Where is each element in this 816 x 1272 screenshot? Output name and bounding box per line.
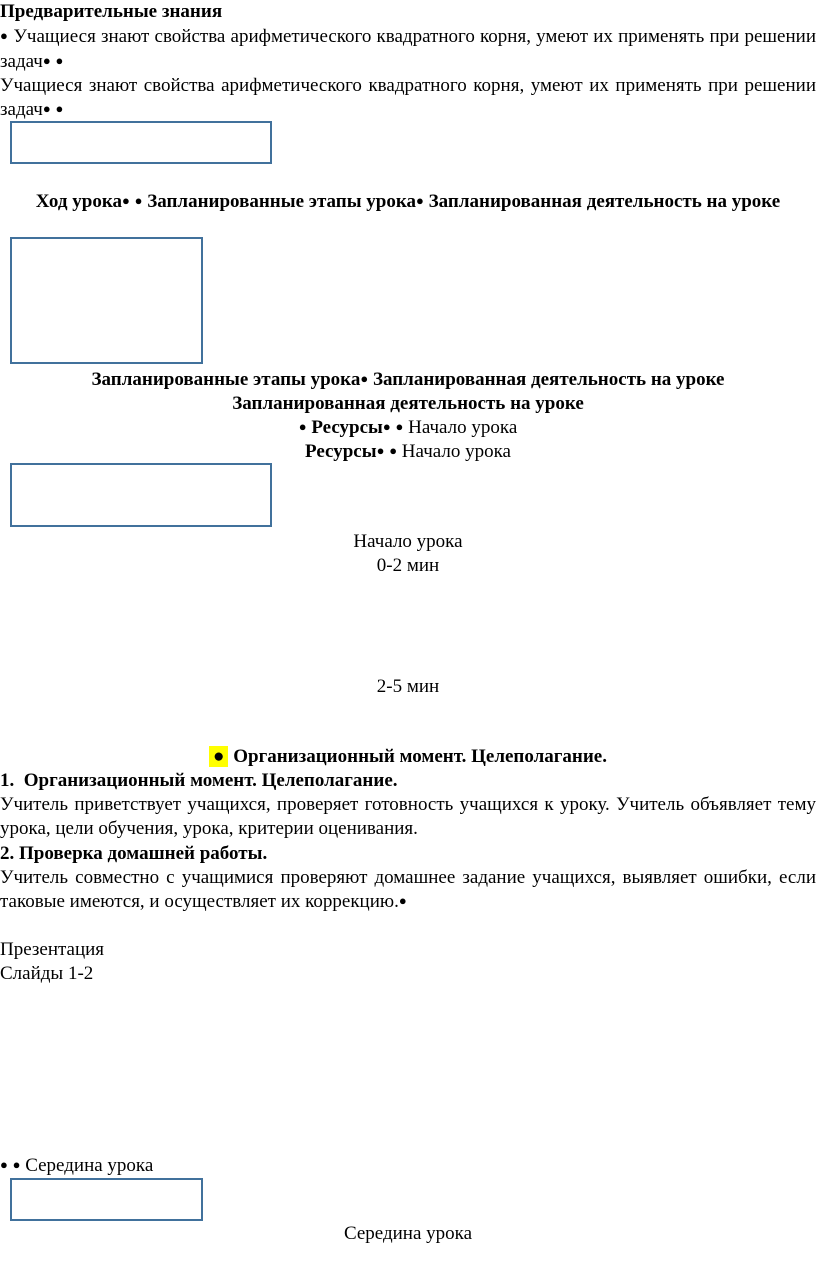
- section-heading-text: Организационный момент. Целеполагание.: [23, 770, 398, 791]
- lesson-start-label: Начало урока: [401, 441, 511, 462]
- planned-activity-label: Запланированная деятельность на уроке: [372, 369, 725, 390]
- middle-of-lesson-label: Середина урока: [25, 1155, 154, 1176]
- resource-slides: Слайды 1-2: [0, 963, 94, 984]
- time-range: 2-5 мин: [376, 676, 440, 697]
- resources-line: [0, 416, 816, 441]
- bullet-icon: ●: [55, 101, 64, 116]
- prior-knowledge-text: Учащиеся знают свойства арифметического квадратного корня, умеют их применять при решении задач: [0, 75, 816, 120]
- bullet-icon: ●: [209, 746, 228, 767]
- section-2-body: Учитель совместно с учащимися проверяют домашнее задание учащихся, выявляет ошибки, если таковые имеются, и осуществляет их коррекцию.: [0, 867, 816, 912]
- bullet-icon: ●: [376, 443, 385, 458]
- prior-knowledge-bullet-text: Учащиеся знают свойства арифметического квадратного корня, умеют их применять при решении задач: [0, 26, 816, 72]
- bullet-icon: ●: [55, 53, 64, 68]
- empty-text-box: [10, 1178, 203, 1221]
- bullet-icon: ●: [0, 1157, 8, 1172]
- empty-text-box: [10, 237, 203, 364]
- bullet-icon: ●: [42, 101, 51, 116]
- bullet-icon: ●: [389, 443, 398, 458]
- resources-label: Ресурсы: [305, 441, 377, 462]
- bullet-icon: ●: [360, 371, 369, 386]
- prior-knowledge-bullet: [0, 25, 816, 75]
- section-number: 1.: [0, 770, 15, 791]
- empty-text-box: [10, 121, 272, 164]
- bullet-icon: ●: [382, 419, 391, 434]
- section-2-text: [0, 866, 816, 915]
- section-heading-highlighted: [0, 745, 816, 769]
- resources-label: Ресурсы: [311, 417, 383, 438]
- lesson-start-label: Начало урока: [353, 531, 463, 552]
- empty-text-box: [10, 463, 272, 527]
- bullet-icon: ●: [395, 419, 404, 434]
- planned-stages-label: Запланированные этапы урока: [147, 191, 417, 212]
- planned-activity-label: Запланированная деятельность на уроке: [428, 191, 781, 212]
- lesson-flow-heading: [0, 190, 816, 215]
- prior-knowledge-line: [0, 74, 816, 123]
- bullet-icon: ●: [0, 28, 9, 43]
- resource-presentation: Презентация: [0, 939, 105, 960]
- bullet-icon: ●: [298, 419, 307, 434]
- bullet-icon: ●: [121, 193, 130, 208]
- lesson-flow-label: Ход урока: [35, 191, 122, 212]
- bullet-icon: ●: [12, 1157, 21, 1172]
- section-2-heading: 2. Проверка домашней работы.: [0, 843, 268, 864]
- middle-of-lesson-label: Середина урока: [343, 1223, 473, 1244]
- table-header-line: [0, 368, 816, 393]
- bullet-icon: ●: [398, 893, 407, 908]
- planned-stages-label: Запланированные этапы урока: [91, 369, 361, 390]
- middle-of-lesson-line: [0, 1154, 153, 1179]
- time-range: 0-2 мин: [376, 555, 440, 576]
- lesson-start-label: Начало урока: [408, 417, 518, 438]
- resources-line: [0, 440, 816, 465]
- section-1-text: Учитель приветствует учащихся, проверяет готовность учащихся к уроку. Учитель объявляет тему урока, цели обучения, урока, критерии оценивания.: [0, 794, 816, 839]
- planned-activity-label: Запланированная деятельность на уроке: [232, 393, 584, 414]
- prior-knowledge-title: Предварительные знания: [0, 1, 223, 22]
- section-heading-text: Организационный момент. Целеполагание.: [233, 746, 607, 767]
- bullet-icon: ●: [134, 193, 143, 208]
- bullet-icon: ●: [42, 53, 51, 68]
- bullet-icon: ●: [416, 193, 424, 208]
- section-1-heading: [0, 769, 398, 793]
